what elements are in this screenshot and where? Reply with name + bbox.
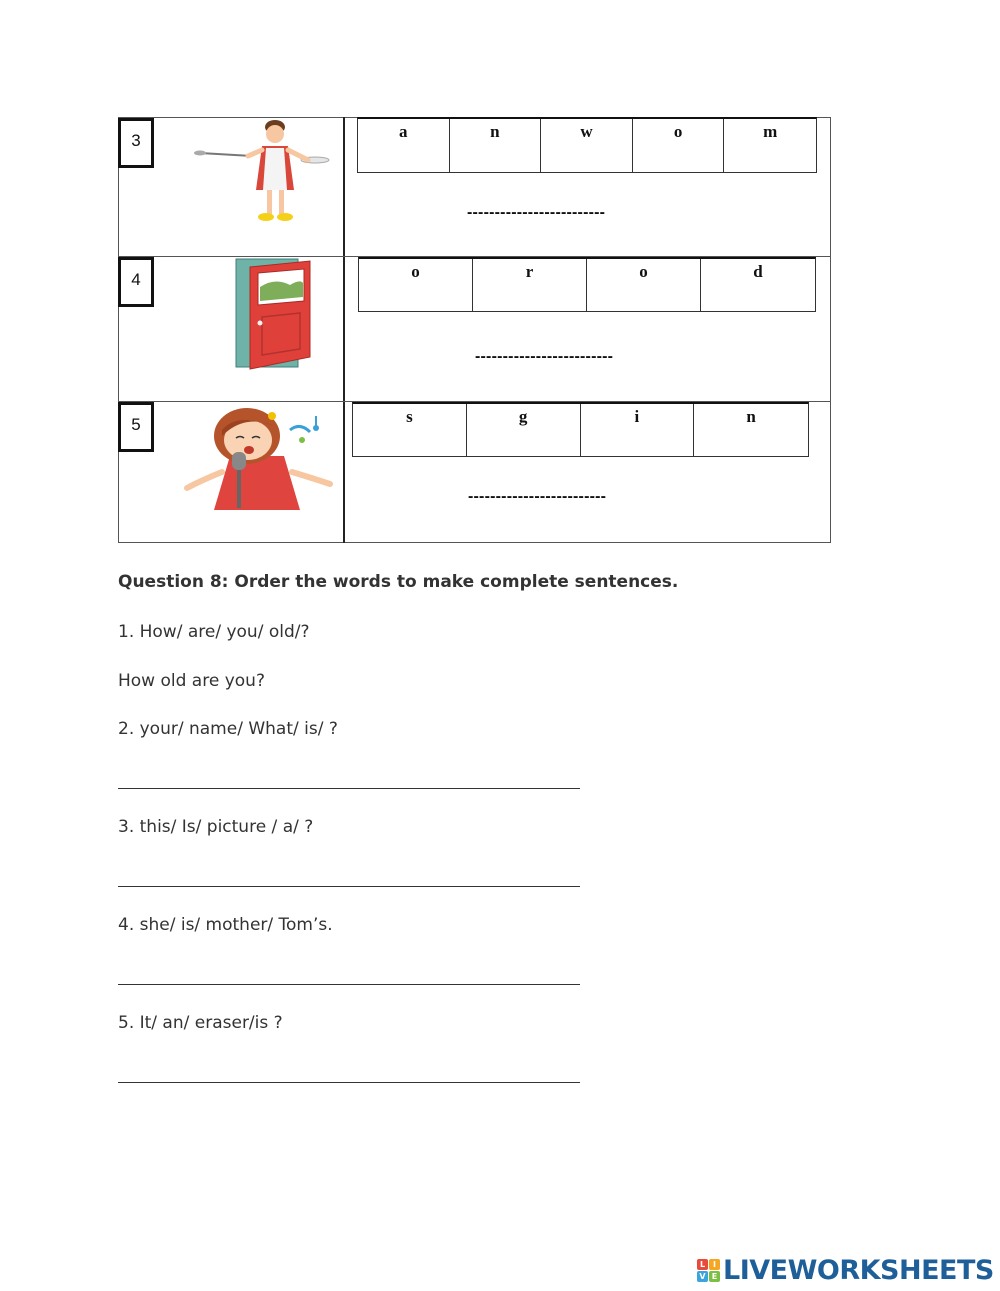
- item-2-answer-line[interactable]: [118, 788, 580, 789]
- letter-cell: n: [450, 119, 542, 172]
- letter-grid-3: [357, 117, 817, 173]
- letter-cell: m: [763, 122, 778, 141]
- row-number-4: 4: [118, 257, 154, 307]
- answer-dashes-4[interactable]: -------------------------: [475, 348, 614, 365]
- letter-cell: s: [353, 404, 467, 456]
- item-4-prompt: 4. she/ is/ mother/ Tom’s.: [118, 915, 333, 935]
- badge-letter: I: [709, 1259, 720, 1270]
- badge-letter: V: [697, 1271, 708, 1282]
- table-column-divider: [343, 117, 345, 543]
- answer-dashes-5[interactable]: -------------------------: [468, 488, 607, 505]
- letter-grid-4: [358, 257, 816, 312]
- liveworksheets-logo: [697, 1255, 994, 1285]
- letter-cell: i: [581, 404, 695, 456]
- item-5-answer-line[interactable]: [118, 1082, 580, 1083]
- letter-cell: w: [541, 119, 633, 172]
- item-4-answer-line[interactable]: [118, 984, 580, 985]
- letter-cell: g: [467, 404, 581, 456]
- item-1-answer: How old are you?: [118, 671, 265, 691]
- letter-cell: o: [587, 259, 701, 311]
- row-number-5: 5: [118, 402, 154, 452]
- woman-cooking-picture: [190, 118, 335, 228]
- item-5-prompt: 5. It/ an/ eraser/is ?: [118, 1013, 283, 1033]
- logo-text: LIVEWORKSHEETS: [723, 1254, 994, 1286]
- letter-cell: r: [473, 259, 587, 311]
- item-1-prompt: 1. How/ are/ you/ old/?: [118, 622, 310, 642]
- item-2-prompt: 2. your/ name/ What/ is/ ?: [118, 719, 338, 739]
- question-8-title: Question 8: Order the words to make complete sentences.: [118, 572, 679, 592]
- item-3-answer-line[interactable]: [118, 886, 580, 887]
- letter-cell: n: [746, 407, 756, 426]
- row-number-3: 3: [118, 118, 154, 168]
- letter-cell: o: [633, 119, 725, 172]
- girl-singing-picture: [182, 402, 337, 512]
- badge-letter: E: [709, 1271, 720, 1282]
- letter-cell: a: [358, 119, 450, 172]
- door-picture: [230, 257, 320, 372]
- item-3-prompt: 3. this/ Is/ picture / a/ ?: [118, 817, 314, 837]
- letter-cell: o: [359, 259, 473, 311]
- letter-cell: d: [753, 262, 763, 281]
- letter-grid-5: [352, 402, 809, 457]
- live-badge-icon: [697, 1259, 720, 1282]
- answer-dashes-3[interactable]: -------------------------: [467, 204, 606, 221]
- badge-letter: L: [697, 1259, 708, 1270]
